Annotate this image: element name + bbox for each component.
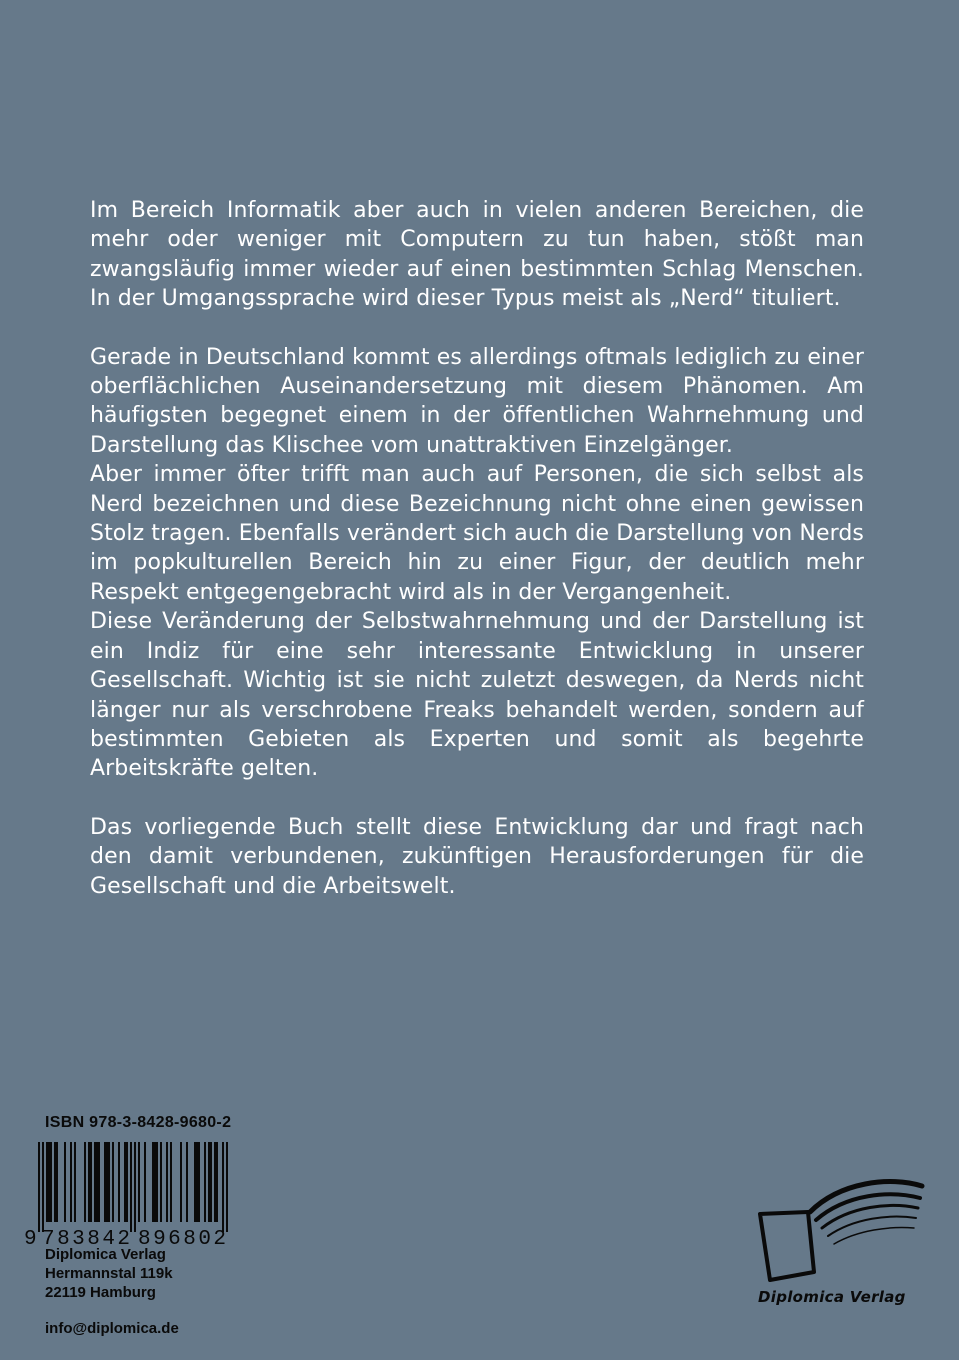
barcode-bar — [170, 1142, 172, 1222]
barcode-bar — [204, 1142, 206, 1222]
blurb-paragraph-5: Das vorliegende Buch stellt diese Entwicklung dar und fragt nach den damit verbundenen, zukünftigen Herausforderungen für die Gesellschaft und die Arbeitswelt. — [90, 814, 864, 899]
barcode-bar — [166, 1142, 168, 1222]
blurb-paragraph-3: Aber immer öfter trifft man auch auf Personen, die sich selbst als Nerd bezeichnen und diese Bezeichnung nicht ohne einen gewissen Stolz tragen. Ebenfalls verändert sich auch die Darstellung von Nerds im popkulturellen Bereich hin zu einer Figur, der deutlich mehr Respekt entgegengebracht wird als in der Vergangenheit. — [90, 462, 864, 605]
blurb-paragraph-1: Im Bereich Informatik aber auch in vielen anderen Bereichen, die mehr oder weniger mit Computern zu tun haben, stößt man zwangsläufig immer wieder auf einen bestimmten Schlag Menschen. In der Umgangssprache wird dieser Typus meist als „Nerd“ tituliert. — [90, 198, 864, 312]
barcode-bar — [152, 1142, 154, 1222]
barcode-bar — [154, 1142, 156, 1222]
barcode-bar — [50, 1142, 52, 1222]
publisher-street: Hermannstal 119k — [45, 1265, 173, 1282]
barcode-bars — [38, 1142, 228, 1232]
barcode-bar — [160, 1142, 162, 1222]
barcode-bar — [56, 1142, 58, 1222]
publisher-address — [45, 1245, 173, 1302]
barcode-bar — [208, 1142, 210, 1222]
barcode-bar — [216, 1142, 218, 1222]
barcode-bar — [90, 1142, 92, 1222]
barcode-bar — [214, 1142, 216, 1222]
barcode-bar — [144, 1142, 146, 1222]
barcode-bar — [196, 1142, 198, 1222]
barcode-bar — [124, 1142, 126, 1222]
barcode-digit-group-2: 896802 — [138, 1228, 226, 1246]
barcode-bar — [156, 1142, 158, 1222]
isbn-label: ISBN 978-3-8428-9680-2 — [45, 1114, 232, 1131]
blurb-paragraph-2: Gerade in Deutschland kommt es allerdings oftmals lediglich zu einer oberflächlichen Auseinandersetzung mit diesem Phänomen. Am häufigsten begegnet einem in der öffentlichen Wahrnehmung und Darstellung das Klischee vom unattraktiven Einzelgänger. — [90, 344, 864, 458]
barcode-digit-group-1: 783842 — [42, 1228, 130, 1246]
barcode-bar — [74, 1142, 76, 1222]
barcode-bar — [210, 1142, 212, 1222]
barcode-bar — [130, 1142, 132, 1232]
barcode-bar — [88, 1142, 90, 1222]
barcode-bar — [118, 1142, 120, 1222]
barcode-bar — [138, 1142, 140, 1222]
barcode-bar — [106, 1142, 108, 1222]
barcode-bar — [180, 1142, 182, 1222]
barcode-bar — [84, 1142, 86, 1222]
barcode-bar — [112, 1142, 114, 1222]
barcode-bar — [64, 1142, 66, 1222]
barcode-bar — [38, 1142, 40, 1232]
barcode-bar — [186, 1142, 188, 1222]
blurb-paragraph-4: Diese Veränderung der Selbstwahrnehmung und der Darstellung ist ein Indiz für eine sehr interessante Entwicklung in unserer Gesellschaft. Wichtig ist sie nicht zuletzt deswegen, da Nerds nicht länger nur als verschrobene Freaks behandelt werden, sondern auf bestimmten Gebieten als Experten und somit als begehrte Arbeitskräfte gelten. — [90, 609, 864, 782]
barcode-bar — [108, 1142, 110, 1222]
barcode-bar — [134, 1142, 136, 1232]
barcode-bar — [226, 1142, 228, 1232]
barcode-bar — [222, 1142, 224, 1232]
barcode — [24, 1142, 238, 1246]
blurb-text — [90, 196, 864, 901]
barcode-digit-first: 9 — [24, 1228, 37, 1246]
barcode-bar — [98, 1142, 100, 1222]
publisher-name: Diplomica Verlag — [45, 1246, 166, 1263]
publisher-email: info@diplomica.de — [45, 1320, 179, 1337]
publisher-city: 22119 Hamburg — [45, 1284, 156, 1301]
barcode-bar — [104, 1142, 106, 1222]
barcode-bar — [194, 1142, 196, 1222]
barcode-bar — [126, 1142, 128, 1222]
barcode-bar — [94, 1142, 96, 1222]
barcode-bar — [96, 1142, 98, 1222]
barcode-bar — [48, 1142, 50, 1222]
barcode-bar — [70, 1142, 72, 1222]
barcode-bar — [46, 1142, 48, 1222]
logo-text: Diplomica Verlag — [758, 1288, 906, 1306]
barcode-bar — [198, 1142, 200, 1222]
barcode-bar — [42, 1142, 44, 1232]
barcode-bar — [54, 1142, 56, 1222]
